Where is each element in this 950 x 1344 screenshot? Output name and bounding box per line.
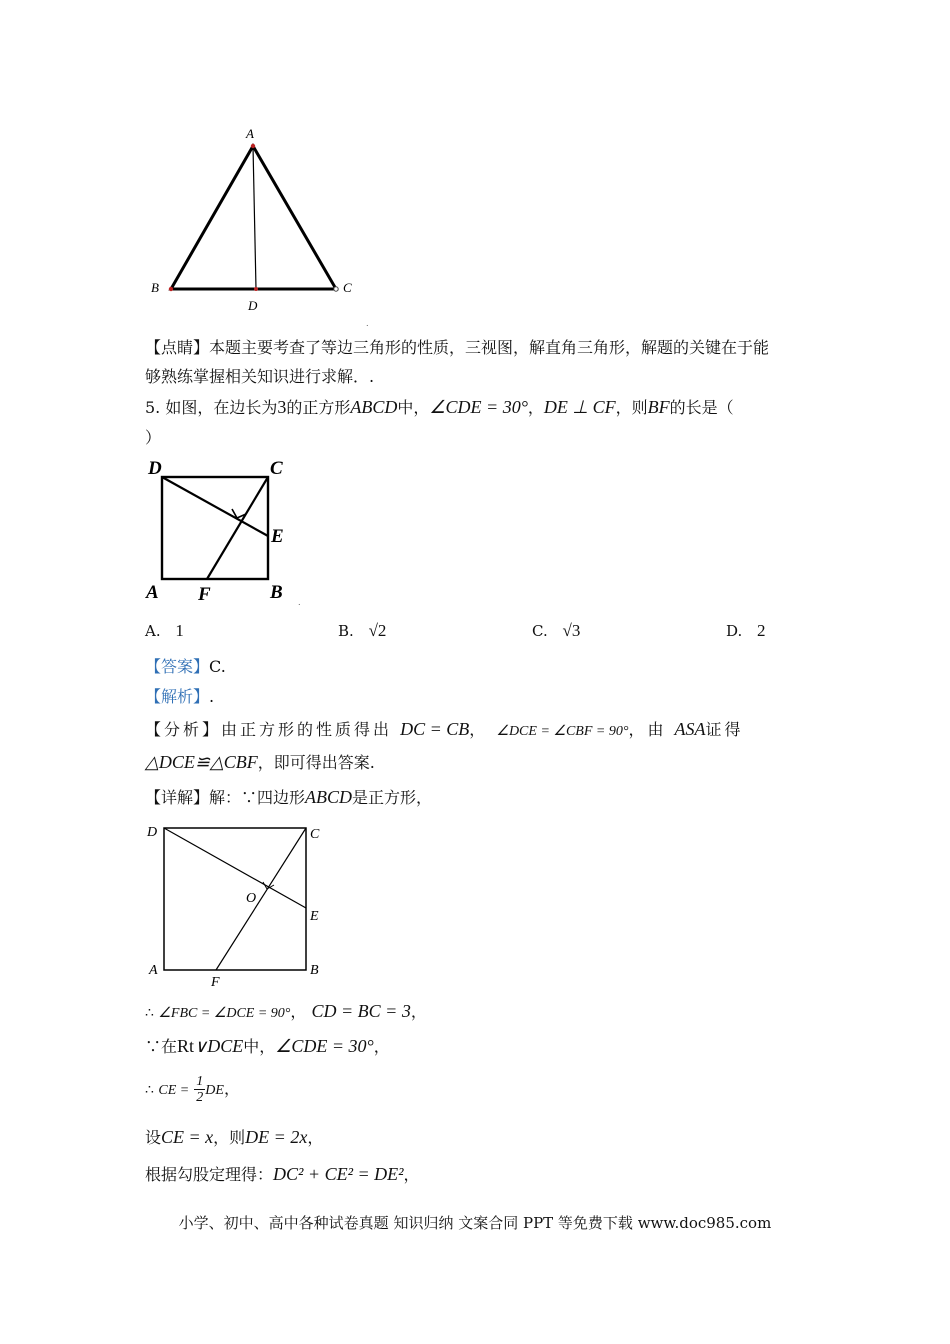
label-a: A (149, 963, 158, 978)
return-mark: . (298, 598, 301, 607)
label-b: B (151, 280, 159, 295)
xiangjie-t2: 是正方形， (352, 788, 433, 807)
fenxi-line2 (145, 751, 375, 774)
question-number: 5. (145, 398, 161, 417)
fenxi-asa: ASA (674, 719, 706, 739)
square-abcd (164, 828, 306, 970)
fraction-half (194, 1074, 205, 1105)
step2-rt: Rt (177, 1036, 195, 1056)
step-4 (145, 1126, 323, 1149)
label-e: E (271, 526, 284, 547)
q5-text-d: ， (527, 398, 544, 417)
step4-end: ， (307, 1128, 324, 1147)
question-5 (145, 396, 734, 419)
dianjing-text1: 本题主要考查了等边三角形的性质，三视图，解直角三角形，解题的关键在于能 (209, 338, 770, 357)
fenxi-cong: △DCE≌△CBF (145, 752, 258, 772)
step-1 (145, 1000, 427, 1025)
option-d-value: 2 (757, 621, 766, 640)
q5-text-a: 如图，在边长为 (165, 398, 278, 417)
fenxi-t5: ，即可得出答案. (257, 753, 375, 772)
xiangjie-tag: 【详解】 (145, 788, 210, 807)
dianjing-line2 (145, 366, 374, 388)
point-a (251, 144, 255, 148)
q5-angle: ∠CDE = 30° (429, 397, 528, 417)
step2-pre: ∵在 (145, 1037, 178, 1056)
fenxi-t1: 由正方形的性质得出 (221, 720, 393, 739)
step4-t2: ，则 (213, 1128, 246, 1147)
step3-pre: ∴ (145, 1082, 159, 1098)
step2-eq: ∠CDE = 30° (275, 1036, 374, 1056)
fenxi-eq1: DC = CB (400, 719, 470, 739)
segment-de (164, 828, 306, 908)
option-a-value: 1 (175, 621, 184, 640)
step5-t1: 根据勾股定理得： (145, 1165, 274, 1184)
step1-mid: ， (290, 1002, 307, 1021)
point-b (169, 287, 173, 291)
step1-end: ， (410, 1002, 427, 1021)
point-d (254, 287, 258, 291)
question-5-close (145, 427, 161, 449)
q5-perp: DE ⊥ CF (543, 397, 616, 417)
label-o: O (246, 891, 257, 906)
q5-text-b: 的正方形 (286, 398, 351, 417)
label-b: B (310, 963, 319, 978)
label-f: F (198, 584, 211, 605)
q5-text-e: ，则 (615, 398, 648, 417)
q5-text-f: 的长是（ (669, 398, 734, 417)
fenxi-t2: ， (469, 720, 489, 739)
label-d: D (148, 458, 162, 479)
step1-eq2: CD = BC = 3 (311, 1001, 411, 1021)
altitude-ad (253, 146, 256, 289)
step-3 (145, 1072, 240, 1108)
label-d: D (147, 825, 158, 840)
option-b-letter: B. (338, 622, 354, 640)
answer-tag: 【答案】 (145, 657, 210, 676)
fraction-denominator: 2 (196, 1090, 204, 1105)
label-a: A (146, 582, 159, 603)
step3-lhs: CE = (158, 1083, 190, 1098)
step1-eq: ∠FBC = ∠DCE = 90° (158, 1006, 291, 1021)
step-2 (145, 1035, 390, 1058)
q5-text-c: 中， (397, 398, 430, 417)
option-a-letter: A. (145, 622, 161, 640)
step4-eq1: CE = x (161, 1127, 214, 1147)
q5-square: ABCD (350, 397, 398, 417)
dianjing-tag: 【点睛】 (145, 338, 210, 357)
option-b[interactable] (338, 621, 386, 641)
q5-bf: BF (647, 397, 670, 417)
dianjing-text2: 够熟练掌握相关知识进行求解．. (145, 367, 375, 386)
label-d: D (248, 298, 258, 313)
step-5 (145, 1163, 420, 1186)
figure-square-1 (140, 452, 310, 607)
label-a: A (246, 126, 254, 141)
segment-cf (207, 477, 268, 579)
xiangjie-square: ABCD (305, 787, 353, 807)
jiexi-line (145, 686, 214, 708)
figure-triangle (140, 120, 370, 325)
label-c: C (343, 280, 352, 295)
option-a[interactable] (145, 621, 184, 641)
step4-eq2: DE = 2x (245, 1127, 308, 1147)
option-d-letter: D. (726, 622, 743, 640)
step4-t1: 设 (145, 1128, 162, 1147)
label-c: C (310, 827, 320, 842)
dianjing-line1 (145, 337, 769, 359)
option-b-value: √2 (368, 621, 387, 640)
option-c[interactable] (532, 621, 580, 641)
label-c: C (270, 458, 283, 479)
q5-close: ） (145, 428, 162, 447)
point-c (334, 287, 338, 291)
xiangjie-t1: 解：∵四边形 (209, 788, 306, 807)
option-c-value: √3 (562, 621, 581, 640)
fraction-numerator: 1 (196, 1074, 204, 1089)
page-footer: 小学、初中、高中各种试卷真题 知识归纳 文案合同 PPT 等免费下载 www.doc985.com (178, 1214, 772, 1232)
segment-cf (216, 828, 306, 970)
step2-mid: 中， (243, 1037, 276, 1056)
step2-tri: ∨DCE (194, 1036, 244, 1056)
step3-rhs: DE (205, 1083, 224, 1098)
fenxi-eq2: ∠DCE = ∠CBF = 90° (496, 724, 629, 739)
q5-side: 3 (277, 397, 287, 417)
answer-value: C. (209, 657, 226, 676)
step1-pre: ∴ (145, 1005, 159, 1021)
answer-line (145, 656, 226, 678)
right-angle-mark (263, 882, 274, 889)
return-mark: . (366, 319, 369, 328)
fenxi-line1 (145, 718, 744, 743)
fenxi-t4: 证得 (705, 720, 744, 739)
label-b: B (270, 582, 283, 603)
jiexi-value: . (209, 687, 215, 706)
option-c-letter: C. (532, 622, 548, 640)
step3-end: ， (223, 1079, 240, 1098)
xiangjie-line (145, 786, 432, 809)
option-d[interactable] (726, 621, 766, 641)
label-e: E (310, 909, 319, 924)
jiexi-tag: 【解析】 (145, 687, 210, 706)
segment-de (162, 477, 268, 536)
step2-end: ， (373, 1037, 390, 1056)
fenxi-tag: 【分析】 (145, 720, 222, 739)
step5-eq: DC² + CE² = DE² (273, 1164, 404, 1184)
step5-end: ， (403, 1165, 420, 1184)
label-f: F (211, 975, 220, 990)
fenxi-t3: ，由 (628, 720, 667, 739)
figure-square-2 (140, 818, 340, 993)
